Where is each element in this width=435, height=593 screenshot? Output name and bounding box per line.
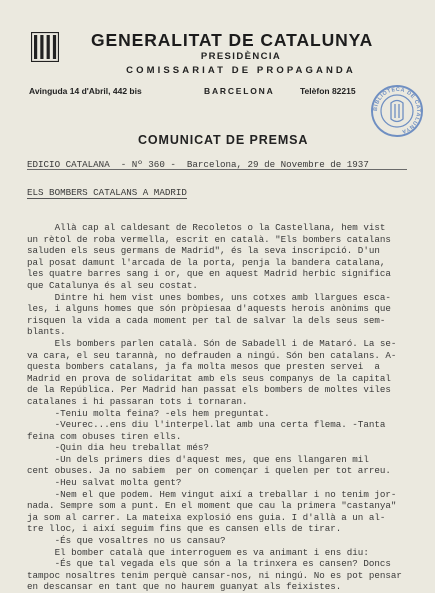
body-line: en descansar en tant que no haurem guanyat als feixistes.: [27, 581, 342, 593]
section-title: [27, 187, 187, 198]
body-line: de la República. Per Madrid han passat els bombers de moltes viles: [27, 384, 391, 396]
body-line: Madrid en prova de solidaritat amb els seus companys de la capital: [27, 372, 391, 384]
letterhead-city: BARCELONA: [204, 86, 275, 96]
body-line: les, i alguns homes que són pròpiesaa d'aquests herois anònims que: [27, 303, 391, 315]
body-text: [27, 222, 402, 593]
section-title-text: ELS BOMBERS CATALANS A MADRID: [27, 187, 187, 198]
body-line: -Un dels primers dies d'aquest mes, que ens llangaren mil: [27, 453, 369, 465]
body-line: risquen la vida a cada moment per tal de salvar la dels seus sem-: [27, 314, 386, 326]
body-line: -Quin dia heu treballat més?: [27, 442, 209, 454]
library-stamp-icon: [370, 84, 424, 138]
body-line: ja som al carrer. La mateixa explosió ens guia. I d'allà a un al-: [27, 511, 386, 523]
stamp-text: BIBLIOTECA DE CATALUNYA: [372, 86, 422, 135]
letterhead-department: COMISSARIAT DE PROPAGANDA: [126, 65, 356, 76]
body-line: tre lloc, i així seguim fins que es cansen ells de tirar.: [27, 523, 342, 535]
generalitat-logo-icon: [31, 32, 59, 62]
body-line: saluden els seus germans de Madrid", és la seva inscripció. D'un: [27, 245, 380, 257]
body-line: El bomber català que interroguem es va animant i ens diu:: [27, 546, 369, 558]
body-line: feina com obuses tiren ells.: [27, 430, 182, 442]
body-line: -És que vosaltres no us cansau?: [27, 535, 226, 547]
body-line: -Veurec...ens diu l'interpel.lat amb una certa flema. -Tanta: [27, 419, 386, 431]
body-line: que Catalunya és al seu costat.: [27, 279, 198, 291]
letterhead-subtitle: PRESIDÈNCIA: [200, 51, 282, 62]
body-line: questa bombers catalans, ja fa molta mesos que presten servei a: [27, 361, 380, 373]
body-line: Allà cap al caldesant de Recoletos o la Castellana, hem vist: [27, 222, 386, 233]
body-line: -És que tal vegada els que són a la trinxera es cansen? Doncs: [27, 558, 391, 570]
body-line: tampoc nosaltres tenim perquè cansar-nos, ni ningú. No es pot pensar: [27, 569, 402, 581]
body-line: blants.: [27, 326, 66, 338]
body-line: -Heu salvat molta gent?: [27, 477, 182, 489]
body-line: nada. Sempre som a punt. En el moment que cau la primera "castanya": [27, 500, 397, 512]
body-line: Dintre hi hem vist unes bombes, uns cotxes amb llargues esca-: [27, 291, 391, 303]
body-line: va cara, el seu tarannà, no defrauden a ningú. Són ben catalans. A-: [27, 349, 397, 361]
letterhead-phone: Telèfon 82215: [300, 86, 356, 96]
body-line: les quatre barres sang i or, que en aquest Madrid herbic significa: [27, 268, 391, 280]
letterhead-title: GENERALITAT DE CATALUNYA: [91, 30, 374, 50]
letterhead-address: Avinguda 14 d'Abril, 442 bis: [29, 86, 142, 96]
body-line: Els bombers parlen català. Són de Sabadell i de Mataró. La se-: [27, 337, 397, 349]
body-line: un rètol de roba vermella, escrit en català. "Els bombers catalans: [27, 233, 391, 245]
body-line: cent obuses. Ja no sabiem per on començar i quelen per tot arreu.: [27, 465, 391, 477]
body-line: pal posat damunt l'arcada de la porta, penja la bandera catalana,: [27, 256, 386, 268]
body-line: -Nem el que podem. Hem vingut així a treballar i no tenim jor-: [27, 488, 397, 500]
document-heading: COMUNICAT DE PREMSA: [138, 133, 309, 147]
edition-underline: [27, 169, 407, 170]
edition-line: EDICIO CATALANA - Nº 360 - Barcelona, 29 de Novembre de 1937: [27, 159, 369, 170]
body-line: catalanes i hi passaran tots i tornaran.: [27, 395, 248, 407]
body-line: -Teniu molta feina? -els hem preguntat.: [27, 407, 270, 419]
